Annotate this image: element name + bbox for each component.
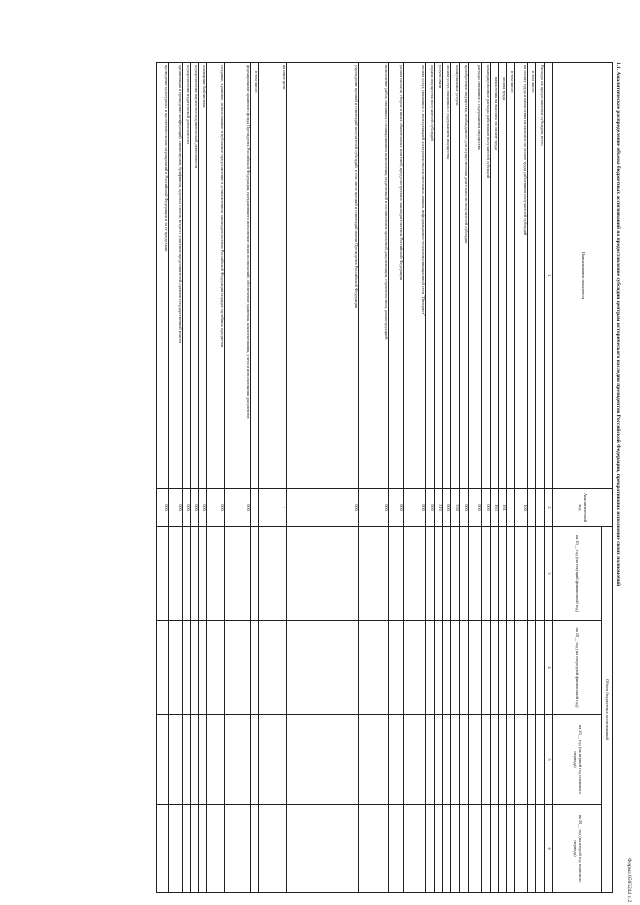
value-cell [536,621,545,715]
value-cell [507,527,515,621]
row-name: на оплату труда и начисления на выплаты по оплате труда работников получателей субсидий [515,63,528,489]
row-code: 000 [469,489,482,527]
value-cell [157,621,169,715]
value-cell [251,715,259,805]
value-cell [287,621,359,715]
table-row [443,63,451,893]
row-code: 000 [460,489,469,527]
table-row [259,63,287,893]
value-cell [515,621,528,715]
value-cell [169,621,183,715]
value-cell [426,527,435,621]
value-cell [507,621,515,715]
row-code: 161 [499,489,507,527]
value-cell [199,715,207,805]
value-cell [426,621,435,715]
value-cell [451,527,460,621]
value-cell [426,805,435,893]
row-name: формирование архивного фонда Президента Российской Федерации, прекратившего исполнение своих полномочий; обеспечение хранения, комплектования, учета и использования документов [225,63,251,489]
header-col4: на 20__ год (на очередной финансовый год) [553,621,602,715]
col-number: 6 [545,805,553,893]
table-row [169,63,183,893]
value-cell [359,621,389,715]
value-cell [157,805,169,893]
value-cell [287,715,359,805]
form-label: Форма 0505244 с.2 [626,858,632,903]
row-name: приобретение имущества, необходимого для осуществления деятельности получателей субсидии [460,63,469,489]
value-cell [469,527,482,621]
table-row [404,63,426,893]
row-code: 000 [191,489,199,527]
row-code: 100 [515,489,528,527]
value-cell [460,715,469,805]
row-code: 163 [491,489,499,527]
value-cell [426,715,435,805]
table-row [207,63,225,893]
row-name: в том числе: [528,63,536,489]
row-code: 000 [389,489,404,527]
col-number: 4 [545,621,553,715]
row-name: выполнение работ, связанных с планированием выполнения, подготовкой и составлением проектной документации, строительством, реконструкцией [359,63,389,489]
value-cell [443,621,451,715]
column-number-row [545,63,553,893]
value-cell [515,527,528,621]
value-cell [482,805,491,893]
value-cell [515,805,528,893]
value-cell [287,527,359,621]
row-name: Расходы на предоставление субсидии, всего [536,63,545,489]
table-row [225,63,251,893]
row-name: оплата труда [499,63,507,489]
table-row [491,63,499,893]
row-code: 310 [435,489,443,527]
value-cell [359,527,389,621]
value-cell [169,715,183,805]
value-cell [259,805,287,893]
value-cell [359,805,389,893]
value-cell [536,805,545,893]
value-cell [404,621,426,715]
table-row [528,63,536,893]
row-code: 000 [359,489,389,527]
value-cell [251,527,259,621]
row-code: - [259,489,287,527]
value-cell [359,715,389,805]
value-cell [528,621,536,715]
value-cell [491,715,499,805]
row-name: организация и проведение конференций, симпозиумов, брифингов, круглых столов, встреч с участием представителей органов государственной власти [169,63,183,489]
value-cell [491,621,499,715]
value-cell [507,715,515,805]
table-row [251,63,259,893]
header-volume: Объем бюджетных ассигнований [602,527,613,893]
value-cell [404,527,426,621]
value-cell [491,805,499,893]
value-cell [435,715,443,805]
header-col5: на 20__ год (на первый год планового периода) [553,715,602,805]
row-name: на иные цели [259,63,287,489]
value-cell [259,715,287,805]
row-name: осуществление научно-исследовательской деятельности [191,63,199,489]
table-row [359,63,389,893]
value-cell [515,715,528,805]
value-cell [482,527,491,621]
row-name: уплата налогов, сборов и иных обязательных платежей, предусмотренных законодательством Российской Федерации [389,63,404,489]
row-name: оплата услуг, связанных с содержанием имущества [443,63,451,489]
value-cell [460,527,469,621]
value-cell [183,805,191,893]
row-code [528,489,536,527]
row-code: 000 [426,489,435,527]
table-row [157,63,169,893]
table-row [507,63,515,893]
value-cell [389,805,404,893]
row-name: создание, хранение, использование и публичное представление в установленном законодательством Российской Федерации порядке музейных предметов [207,63,225,489]
value-cell [183,527,191,621]
value-cell [191,715,199,805]
table-row [191,63,199,893]
table-row [536,63,545,893]
value-cell [499,715,507,805]
value-cell [169,527,183,621]
value-cell [183,715,191,805]
row-code: 330 [451,489,460,527]
value-cell [389,621,404,715]
value-cell [451,621,460,715]
table-row [287,63,359,893]
value-cell [435,621,443,715]
value-cell [287,805,359,893]
value-cell [451,715,460,805]
value-cell [225,621,251,715]
value-cell [507,805,515,893]
value-cell [528,715,536,805]
row-name: осуществление издательской деятельности [183,63,191,489]
row-name: командировочные расходы работников получателей субсидий [482,63,491,489]
value-cell [169,805,183,893]
table-row [469,63,482,893]
section-title: 1.1. Аналитическое распределение объема бюджетных ассигнований на предоставление субсидии центрам исторического наследия президентов Российской Федерации, прекративших исполнение своих полномочий [615,62,621,587]
col-number: 2 [545,489,553,527]
value-cell [259,527,287,621]
table-row [460,63,469,893]
table-row [389,63,404,893]
value-cell [469,805,482,893]
value-cell [443,527,451,621]
row-name: охрана имущества получателей субсидий [426,63,435,489]
header-col6: на 20__ год (на второй год планового периода) [553,805,602,893]
value-cell [199,527,207,621]
col-number: 1 [545,63,553,489]
value-cell [528,805,536,893]
value-cell [259,621,287,715]
value-cell [251,621,259,715]
value-cell [207,527,225,621]
value-cell [443,805,451,893]
value-cell [482,715,491,805]
col-number: 3 [545,527,553,621]
table-row [183,63,191,893]
row-name: в том числе: [507,63,515,489]
value-cell [404,715,426,805]
row-name: учреждение премий и стипендий получателей субсидий, в том числе премий и стипендий имени Президента Российской Федерации [287,63,359,489]
value-cell [499,527,507,621]
value-cell [491,527,499,621]
table-row [199,63,207,893]
value-cell [225,805,251,893]
row-code [536,489,545,527]
table-row [515,63,528,893]
value-cell [225,715,251,805]
row-code: 000 [169,489,183,527]
row-code: 000 [199,489,207,527]
value-cell [199,621,207,715]
row-code [507,489,515,527]
col-number: 5 [545,715,553,805]
row-code: 000 [207,489,225,527]
row-code: 000 [225,489,251,527]
value-cell [499,805,507,893]
table-row [499,63,507,893]
value-cell [460,621,469,715]
value-cell [528,527,536,621]
value-cell [469,715,482,805]
row-code: 000 [183,489,191,527]
value-cell [451,805,460,893]
allocation-table [156,62,613,893]
value-cell [435,805,443,893]
value-cell [157,527,169,621]
value-cell [251,805,259,893]
row-code: 000 [482,489,491,527]
row-name: проведение культурных и просветительских мероприятий в Российской Федерации и за ее пределами [157,63,169,489]
value-cell [183,621,191,715]
value-cell [191,805,199,893]
row-code: 000 [404,489,426,527]
value-cell [536,527,545,621]
table-row [482,63,491,893]
value-cell [389,527,404,621]
row-code: 000 [443,489,451,527]
value-cell [199,805,207,893]
header-col3: на 20__ год (на текущий финансовый год) [553,527,602,621]
value-cell [443,715,451,805]
value-cell [469,621,482,715]
value-cell [499,621,507,715]
header-name: Наименование показателя [553,63,613,489]
table-row [426,63,435,893]
row-name: услуги связи [435,63,443,489]
value-cell [482,621,491,715]
row-name: в том числе: [251,63,259,489]
value-cell [207,715,225,805]
value-cell [404,805,426,893]
table-row [435,63,443,893]
value-cell [389,715,404,805]
row-code [251,489,259,527]
row-name: коммунальные услуги [451,63,460,489]
row-code: 000 [157,489,169,527]
value-cell [460,805,469,893]
row-name: начисления на выплаты по оплате труда [491,63,499,489]
row-code: 000 [287,489,359,527]
value-cell [191,527,199,621]
row-name: оплата услуг, связанных с эксплуатацией электронно-вычислительных машин, информационно-телекоммуникационной сети "Интернет" [404,63,426,489]
value-cell [435,527,443,621]
value-cell [536,715,545,805]
value-cell [157,715,169,805]
value-cell [225,527,251,621]
value-cell [207,805,225,893]
row-name: оснащение библиотеки [199,63,207,489]
row-name: расходы связанные с содержанием имущества [469,63,482,489]
value-cell [191,621,199,715]
value-cell [207,621,225,715]
header-code: Аналитический код [553,489,613,527]
table-row [451,63,460,893]
